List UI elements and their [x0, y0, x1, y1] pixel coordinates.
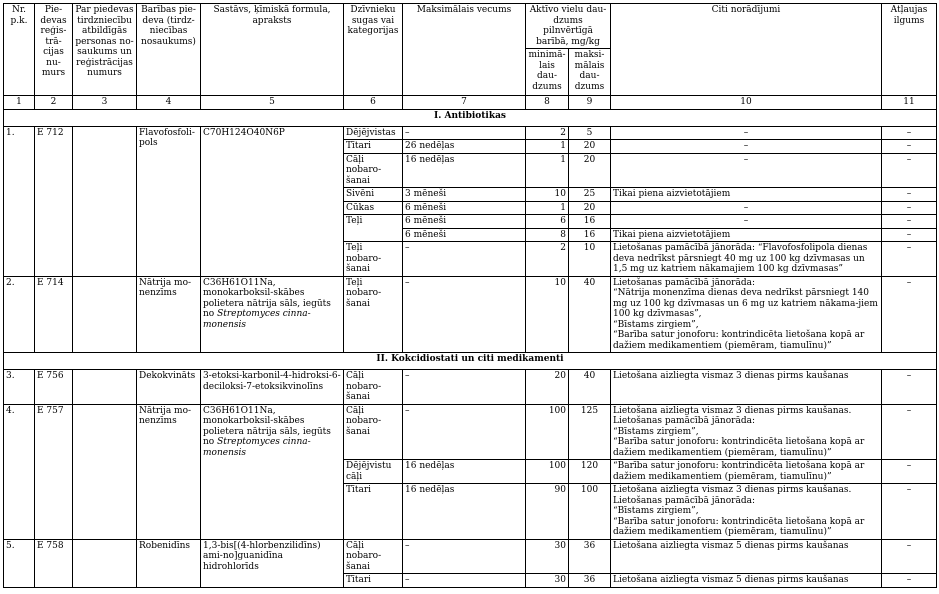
max-amount: 10: [569, 242, 611, 277]
entry-formula: 3-etoksi-karbonil-4-hidroksi-6-deciloksi-7-etoksikvinolīns: [201, 370, 344, 405]
organism-name: Streptomyces cinna-monensis: [203, 437, 311, 458]
notes: [611, 460, 882, 484]
max-amount: 120: [569, 460, 611, 484]
duration: –: [882, 201, 937, 215]
entry-responsible: [73, 276, 137, 353]
max-amount: 40: [569, 276, 611, 353]
entry-responsible: [73, 404, 137, 539]
min-amount: 10: [526, 188, 569, 202]
min-amount: 1: [526, 140, 569, 154]
entry-code: E 758: [35, 539, 73, 587]
min-amount: 100: [526, 460, 569, 484]
section-heading-row: [4, 353, 937, 370]
duration: –: [882, 242, 937, 277]
entry-number: 5.: [4, 539, 35, 587]
note-line: “Barība satur jonoforu: kontrindicēta lietošana kopā ar dažiem medikamentiem (piemēram, tiamulīnu)”: [613, 330, 865, 351]
header-reg-number: Pie-devas reģis-trā-cijas nu-murs: [35, 4, 73, 96]
entry-formula: C70H124O40N6P: [201, 126, 344, 276]
species: Cāļi nobaro-šanai: [344, 370, 403, 405]
species: Tītari: [344, 574, 403, 588]
min-amount: 10: [526, 276, 569, 353]
column-number-row: [4, 96, 937, 110]
max-age: 6 mēneši: [403, 201, 526, 215]
entry-formula: 1,3-bis[(4-hlorbenzilidīns) ami-no]guanidīna hidrohlorīds: [201, 539, 344, 587]
entry-number: 2.: [4, 276, 35, 353]
duration: –: [882, 140, 937, 154]
species: Cāļi nobaro-šanai: [344, 153, 403, 188]
note-line: Lietošana aizliegta vismaz 3 dienas pirms kaušanas.: [613, 405, 852, 416]
entry-number: 4.: [4, 404, 35, 539]
header-additive-name: Barības pie-deva (tirdz-niecības nosaukums): [137, 4, 201, 96]
max-amount: 40: [569, 370, 611, 405]
header-max-amount: maksi-mālais dau-dzums: [569, 49, 611, 96]
notes: –: [611, 153, 882, 188]
col-number: 9: [569, 96, 611, 110]
duration: –: [882, 484, 937, 540]
max-age: –: [403, 370, 526, 405]
note-line: “Barība satur jonoforu: kontrindicēta lietošana kopā ar dažiem medikamentiem (piemēram, tiamulīnu)”: [613, 516, 865, 537]
col-number: 11: [882, 96, 937, 110]
notes: Tikai piena aizvietotājiem: [611, 228, 882, 242]
header-active-substance: Aktīvo vielu dau-dzums pilnvērtīgā barībā, mg/kg: [526, 4, 611, 49]
entry-additive-name: Nātrija mo-nenzīms: [137, 404, 201, 539]
max-age: 6 mēneši: [403, 228, 526, 242]
duration: –: [882, 460, 937, 484]
max-age: 3 mēneši: [403, 188, 526, 202]
table-row: [4, 370, 937, 405]
notes: Lietošana aizliegta vismaz 5 dienas pirms kaušanas: [611, 574, 882, 588]
min-amount: 8: [526, 228, 569, 242]
notes: –: [611, 201, 882, 215]
max-age: –: [403, 539, 526, 574]
max-amount: 25: [569, 188, 611, 202]
notes: –: [611, 215, 882, 229]
note-line: “Bīstams zirgiem”,: [613, 319, 699, 330]
max-age: –: [403, 276, 526, 353]
entry-number: 3.: [4, 370, 35, 405]
max-amount: 36: [569, 539, 611, 574]
header-min-amount: minimā-lais dau-dzums: [526, 49, 569, 96]
section-title-coccidiostats: II. Kokcidiostati un citi medikamenti: [4, 353, 937, 370]
table-row: [4, 126, 937, 140]
col-number: 8: [526, 96, 569, 110]
min-amount: 1: [526, 201, 569, 215]
min-amount: 90: [526, 484, 569, 540]
species: Sivēni: [344, 188, 403, 202]
table-row: [4, 276, 937, 353]
max-amount: 100: [569, 484, 611, 540]
max-amount: 16: [569, 215, 611, 229]
max-age: 26 nedēļas: [403, 140, 526, 154]
entry-number: 1.: [4, 126, 35, 276]
entry-additive-name: Flavofosfoli-pols: [137, 126, 201, 276]
section-heading-row: [4, 109, 937, 126]
species: Cāļi nobaro-šanai: [344, 404, 403, 460]
entry-formula: [201, 404, 344, 539]
notes: Lietošanas pamācībā jānorāda: “Flavofosfolipola dienas deva nedrīkst pārsniegt 40 mg uz 100 kg dzīvmasas un 1,5 mg uz katriem nākamajiem 100 kg dzīvmasas”: [611, 242, 882, 277]
note-line: “Bīstams zirgiem”,: [613, 506, 699, 516]
additives-table: [3, 3, 937, 588]
duration: –: [882, 153, 937, 188]
header-max-age: Maksimālais vecums: [403, 4, 526, 96]
col-number: 2: [35, 96, 73, 110]
entry-code: E 756: [35, 370, 73, 405]
col-number: 3: [73, 96, 137, 110]
note-line: “Bīstams zirgiem”,: [613, 426, 699, 437]
duration: –: [882, 276, 937, 353]
max-age: 6 mēneši: [403, 215, 526, 229]
note-line: “Nātrija monenzīma dienas deva nedrīkst pārsniegt 140 mg uz 100 kg dzīvmasas un 6 mg uz katriem nākama-jiem 100 kg dzīvmasas”,: [613, 288, 878, 319]
duration: –: [882, 188, 937, 202]
table-row: [4, 539, 937, 574]
entry-responsible: [73, 370, 137, 405]
species: Tītari: [344, 140, 403, 154]
duration: –: [882, 215, 937, 229]
col-number: 4: [137, 96, 201, 110]
duration: –: [882, 126, 937, 140]
note-line: Lietošanas pamācībā jānorāda:: [613, 495, 755, 506]
max-amount: 16: [569, 228, 611, 242]
header-row: [4, 4, 937, 49]
note-line: “Barība satur jonoforu: kontrindicēta lietošana kopā ar dažiem medikamentiem (piemēram, tiamulīnu)”: [613, 461, 865, 482]
entry-code: E 712: [35, 126, 73, 276]
table-row: [4, 404, 937, 460]
entry-code: E 757: [35, 404, 73, 539]
entry-additive-name: Dekokvināts: [137, 370, 201, 405]
duration: –: [882, 404, 937, 460]
max-amount: 125: [569, 404, 611, 460]
duration: –: [882, 574, 937, 588]
col-number: 10: [611, 96, 882, 110]
max-amount: 20: [569, 201, 611, 215]
species: Teļi nobaro-šanai: [344, 276, 403, 353]
header-nr: Nr. p.k.: [4, 4, 35, 96]
min-amount: 1: [526, 153, 569, 188]
min-amount: 30: [526, 539, 569, 574]
header-composition: Sastāvs, ķīmiskā formula, apraksts: [201, 4, 344, 96]
species: Cūkas: [344, 201, 403, 215]
organism-name: Streptomyces cinna-monensis: [203, 309, 311, 330]
notes: [611, 404, 882, 460]
max-amount: 20: [569, 140, 611, 154]
species: Dējējvistu cāļi: [344, 460, 403, 484]
header-species: Dzīvnieku sugas vai kategorijas: [344, 4, 403, 96]
max-age: 16 nedēļas: [403, 484, 526, 540]
col-number: 1: [4, 96, 35, 110]
max-amount: 20: [569, 153, 611, 188]
header-authorisation-period: Atļaujas ilgums: [882, 4, 937, 96]
note-line: Lietošana aizliegta vismaz 3 dienas pirms kaušanas.: [613, 485, 852, 495]
note-line: Lietošanas pamācībā jānorāda:: [613, 277, 755, 288]
formula-text: C36H61O11Na, monokarboksil-skābes polietera nātrija sāls, iegūts no: [203, 277, 331, 319]
notes: Lietošana aizliegta vismaz 5 dienas pirms kaušanas: [611, 539, 882, 574]
species: Dējējvistas: [344, 126, 403, 140]
max-age: –: [403, 126, 526, 140]
entry-additive-name: Nātrija mo-nenzīms: [137, 276, 201, 353]
entry-responsible: [73, 539, 137, 587]
min-amount: 30: [526, 574, 569, 588]
species: Tītari: [344, 484, 403, 540]
notes: [611, 484, 882, 540]
species: Teļi: [344, 215, 403, 242]
entry-formula: [201, 276, 344, 353]
duration: –: [882, 228, 937, 242]
max-age: 16 nedēļas: [403, 153, 526, 188]
entry-additive-name: Robenidīns: [137, 539, 201, 587]
notes: –: [611, 140, 882, 154]
col-number: 6: [344, 96, 403, 110]
notes: Lietošana aizliegta vismaz 3 dienas pirms kaušanas: [611, 370, 882, 405]
max-amount: 5: [569, 126, 611, 140]
min-amount: 100: [526, 404, 569, 460]
max-age: –: [403, 404, 526, 460]
max-age: –: [403, 242, 526, 277]
min-amount: 20: [526, 370, 569, 405]
formula-text: C36H61O11Na, monokarboksil-skābes polietera nātrija sāls, iegūts no: [203, 405, 331, 447]
duration: –: [882, 539, 937, 574]
section-title-antibiotics: I. Antibiotikas: [4, 109, 937, 126]
header-responsible-person: Par piedevas tirdzniecību atbildīgās personas no-saukums un reģistrācijas numurs: [73, 4, 137, 96]
col-number: 5: [201, 96, 344, 110]
duration: –: [882, 370, 937, 405]
species: Cāļi nobaro-šanai: [344, 539, 403, 574]
col-number: 7: [403, 96, 526, 110]
note-line: Lietošanas pamācībā jānorāda:: [613, 416, 755, 426]
max-age: –: [403, 574, 526, 588]
min-amount: 6: [526, 215, 569, 229]
max-age: 16 nedēļas: [403, 460, 526, 484]
max-amount: 36: [569, 574, 611, 588]
header-other-instructions: Citi norādījumi: [611, 4, 882, 96]
species: Teļi nobaro-šanai: [344, 242, 403, 277]
entry-code: E 714: [35, 276, 73, 353]
notes: [611, 276, 882, 353]
notes: Tikai piena aizvietotājiem: [611, 188, 882, 202]
note-line: “Barība satur jonoforu: kontrindicēta lietošana kopā ar dažiem medikamentiem (piemēram, tiamulīnu)”: [613, 437, 865, 458]
min-amount: 2: [526, 242, 569, 277]
entry-responsible: [73, 126, 137, 276]
min-amount: 2: [526, 126, 569, 140]
notes: –: [611, 126, 882, 140]
